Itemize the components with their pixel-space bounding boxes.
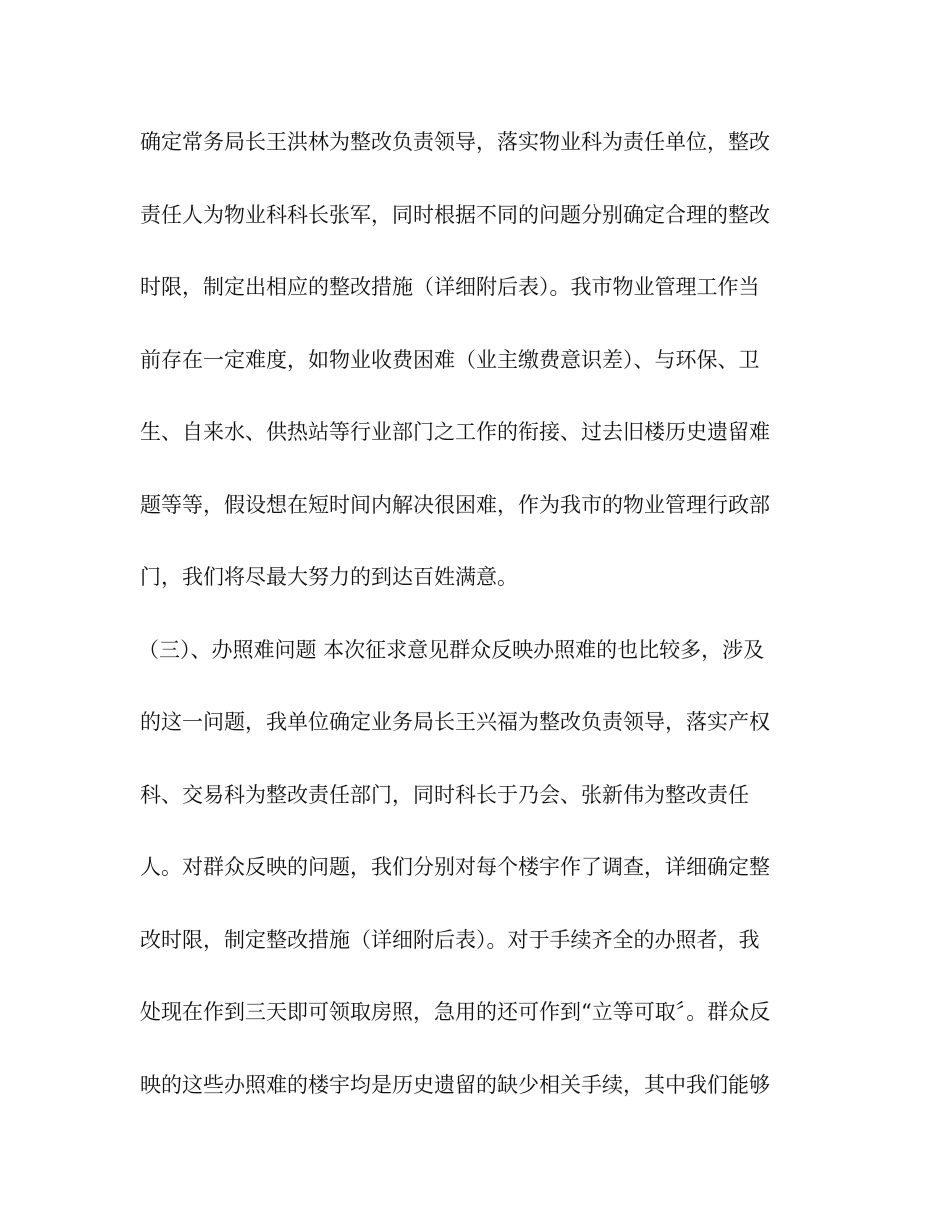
text-line: 人。对群众反映的问题，我们分别对每个楼宇作了调查，详细确定整 <box>140 855 770 879</box>
body-text <box>140 122 830 1137</box>
text-line: 改时限，制定整改措施（详细附后表）。对于手续齐全的办照者，我 <box>140 927 760 952</box>
text-line: 门，我们将尽最大努力的到达百姓满意。 <box>140 565 518 589</box>
text-line: 题等等，假设想在短时间内解决很困难，作为我市的物业管理行政部 <box>140 492 770 517</box>
section-heading-line: （三）、办照难问题 本次征求意见群众反映办照难的也比较多，涉及 <box>138 637 765 662</box>
text-line: 生、自来水、供热站等行业部门之工作的衔接、过去旧楼历史遗留难 <box>140 420 770 444</box>
text-line: 映的这些办照难的楼宇均是历史遗留的缺少相关手续，其中我们能够 <box>140 1072 770 1097</box>
text-line: 确定常务局长王洪林为整改负责领导，落实物业科为责任单位，整改 <box>140 130 770 154</box>
text-line: 责任人为物业科科长张军，同时根据不同的问题分别确定合理的整改 <box>140 202 770 227</box>
text-line: 的这一问题，我单位确定业务局长王兴福为整改负责领导，落实产权 <box>140 710 770 734</box>
text-line: 科、交易科为整改责任部门，同时科长于乃会、张新伟为整改责任 <box>140 782 749 807</box>
text-line: 时限，制定出相应的整改措施（详细附后表）。我市物业管理工作当 <box>140 275 760 299</box>
text-line: 前存在一定难度，如物业收费困难（业主缴费意识差）、与环保、卫 <box>140 347 760 372</box>
text-line: 处现在作到三天即可领取房照，急用的还可作到“立等可取〞。群众反 <box>140 1000 771 1024</box>
